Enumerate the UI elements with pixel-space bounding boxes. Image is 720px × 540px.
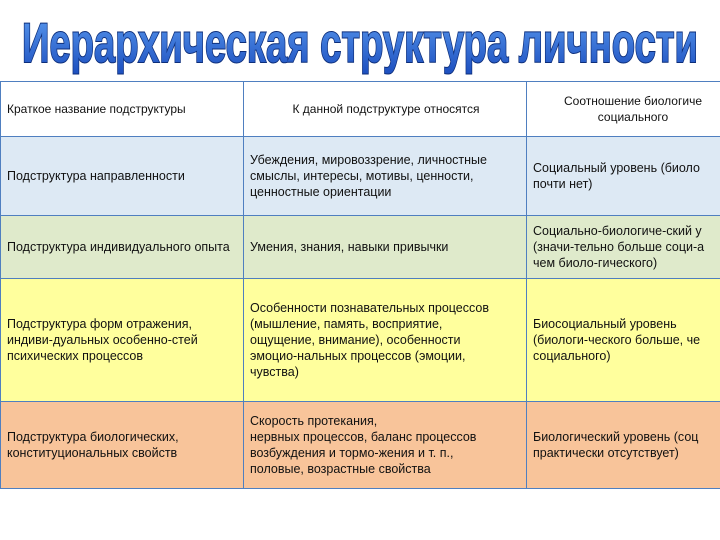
table-header-row [1,82,720,137]
substructure-ratio [527,402,720,489]
header-line: Соотношение биологиче [564,94,702,108]
cell-line: нервных процессов, баланс процессов [250,430,477,444]
page-title [0,2,720,78]
header-cell: Краткое название подструктуры [1,82,244,137]
cell-line: эмоцио-нальных процессов (эмоции, [250,349,466,363]
substructure-includes [244,402,527,489]
cell-line: Умения, знания, навыки привычки [250,240,449,254]
cell-line: Убеждения, мировоззрение, личностные [250,153,487,167]
table-row [1,402,720,489]
substructure-includes [244,279,527,402]
table-row [1,216,720,279]
cell-line: (значи-тельно больше соци-а [533,240,705,254]
cell-line: (биологи-ческого больше, че [533,333,701,347]
substructure-name: Подструктура биологических, конституциональных свойств [1,402,244,489]
substructure-name: Подструктура индивидуального опыта [1,216,244,279]
cell-line: ощущение, внимание), особенности [250,333,461,347]
cell-line: социального) [533,349,611,363]
substructure-ratio [527,137,720,216]
cell-line: Социальный уровень (биоло [533,161,700,175]
cell-line: Социально-биологиче-ский у [533,224,702,238]
cell-line: смыслы, интересы, мотивы, ценности, [250,169,474,183]
cell-line: практически отсутствует) [533,446,679,460]
cell-line: чем биоло-гического) [533,256,658,270]
cell-line: Скорость протекания, [250,414,378,428]
personality-structure-table [0,81,720,489]
cell-line: (мышление, память, восприятие, [250,317,443,331]
substructure-includes [244,216,527,279]
substructure-includes [244,137,527,216]
substructure-name: Подструктура форм отражения, индиви-дуальных особенно-стей психических процессов [1,279,244,402]
table-row [1,137,720,216]
header-cell [527,82,720,137]
header-cell: К данной подструктуре относятся [244,82,527,137]
header-line: социального [597,110,669,124]
substructure-ratio [527,216,720,279]
cell-line: половые, возрастные свойства [250,462,431,476]
cell-line: Биологический уровень (соц [533,430,699,444]
cell-line: возбуждения и тормо-жения и т. п., [250,446,454,460]
substructure-name: Подструктура направленности [1,137,244,216]
cell-line: Особенности познавательных процессов [250,301,489,315]
cell-line: почти нет) [533,177,593,191]
table-row [1,279,720,402]
substructure-ratio [527,279,720,402]
cell-line: ценностные ориентации [250,185,392,199]
page-title-text: Иерархическая структура личности [22,11,698,74]
cell-line: Биосоциальный уровень [533,317,677,331]
cell-line: чувства) [250,365,299,379]
